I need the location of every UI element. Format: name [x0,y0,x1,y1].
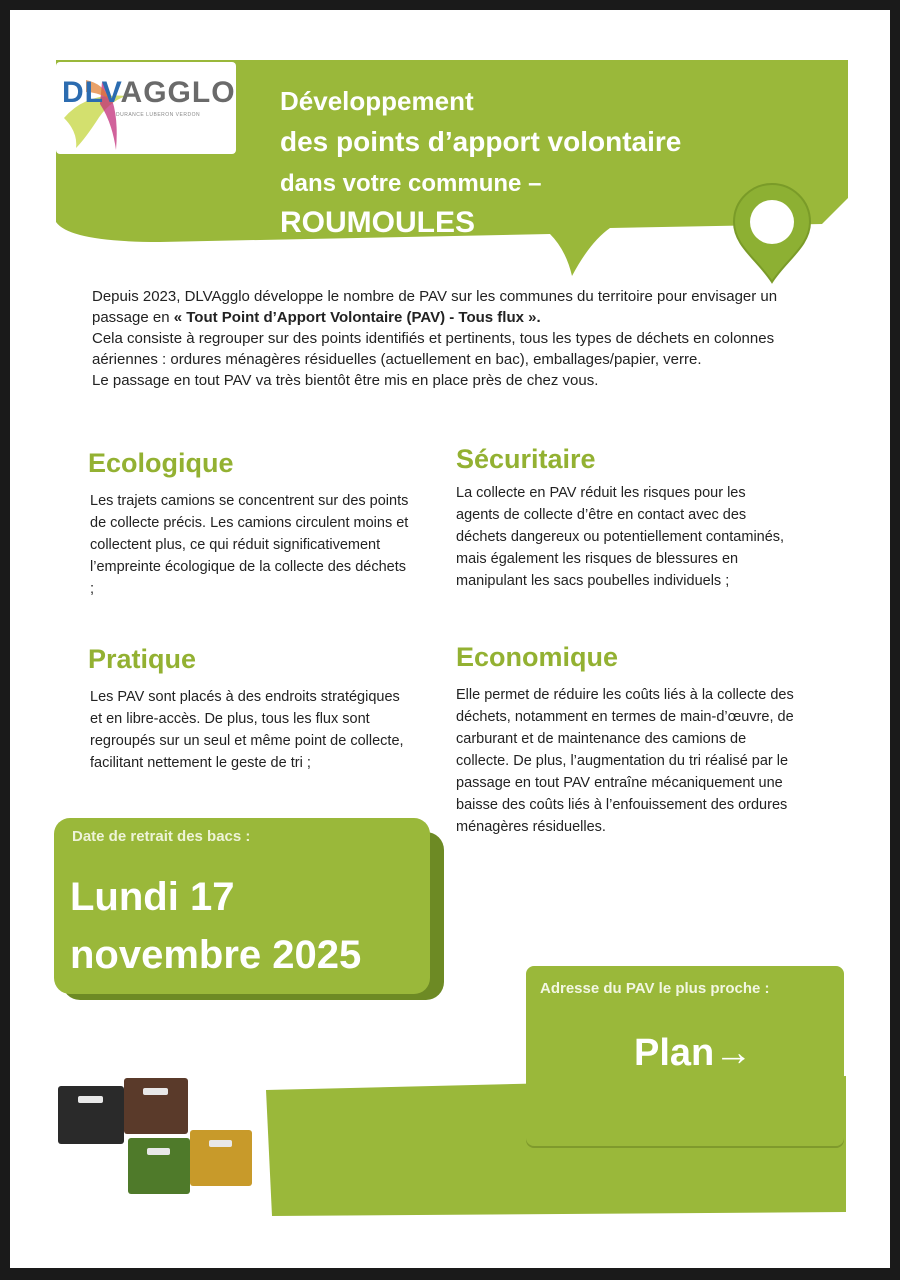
section-body-pratique: Les PAV sont placés à des endroits stratégiques et en libre-accès. De plus, tous les flux sont regroupés sur un seul et même point de collecte, facilitant nettement le geste de tri ; [90,689,404,771]
intro-paragraph-3: Le passage en tout PAV va très bientôt être mis en place près de chez vous. [92,372,599,389]
bin-yellow-icon [190,1130,252,1186]
section-body-securitaire: La collecte en PAV réduit les risques pour les agents de collecte d’être en contact avec des déchets dangereux ou potentiellement contaminés, mais également les risques de blessures en manipulant les sacs poubelles individuels ; [456,485,785,589]
bin-green-icon [128,1138,190,1194]
intro-text [92,286,822,391]
section-title-economique: Economique [456,642,619,672]
flyer-page [10,10,890,1268]
logo-tagline: DURANCE LUBERON VERDON [116,112,201,118]
map-pin-icon [734,184,810,282]
intro-paragraph-2: Cela consiste à regrouper sur des points identifiés et pertinents, tous les types de déchets en colonnes aériennes : ordures ménagères résiduelles (actuellement en bac), emballages/papier, verre. [92,330,775,368]
section-body-ecologique: Les trajets camions se concentrent sur des points de collecte précis. Les camions circulent moins et collectent plus, ce qui réduit significativement l’empreinte écologique de la collecte des déchets ; [90,493,409,597]
section-title-pratique: Pratique [88,644,197,674]
date-line1: Lundi 17 [70,875,235,919]
intro-p1-text: Depuis 2023, DLVAgglo développe le nombre de PAV sur les communes du territoire pour envisager un passage en [92,288,778,326]
header-title-line1: Développement [280,86,474,116]
header-title-line3: dans votre commune – [280,170,542,197]
address-label: Adresse du PAV le plus proche : [540,980,770,997]
date-line2: novembre 2025 [70,933,362,977]
date-label: Date de retrait des bacs : [72,828,251,845]
address-box [526,966,844,1146]
date-box [54,818,430,994]
intro-p1-bold: « Tout Point d’Apport Volontaire (PAV) - Tous flux ». [173,309,541,326]
logo-wordmark [62,76,236,110]
section-body-economique: Elle permet de réduire les coûts liés à la collecte des déchets, notamment en termes de main-d’œuvre, de carburant et de maintenance des camions de collecte. De plus, l’augmentation du tri réalisé par le passage en tout PAV entraîne mécaniquement une baisse des coûts liés à l’enfouissement des ordures ménagères résiduelles. [456,687,794,835]
logo-dlv: DLV [62,76,121,109]
dlvagglo-logo [56,62,236,154]
header-title-line2: des points d’apport volontaire [280,126,682,157]
section-title-ecologique: Ecologique [88,448,234,478]
bin-brown-icon [124,1078,188,1134]
header-commune: ROUMOULES [280,206,475,239]
section-title-securitaire: Sécuritaire [456,444,596,474]
header-banner [10,10,890,310]
date-value [70,868,361,984]
intro-paragraph-1 [92,286,822,328]
plan-link[interactable]: Plan→ [634,1032,753,1074]
bin-black-icon [58,1086,124,1144]
logo-agglo: AGGLO [120,76,236,109]
